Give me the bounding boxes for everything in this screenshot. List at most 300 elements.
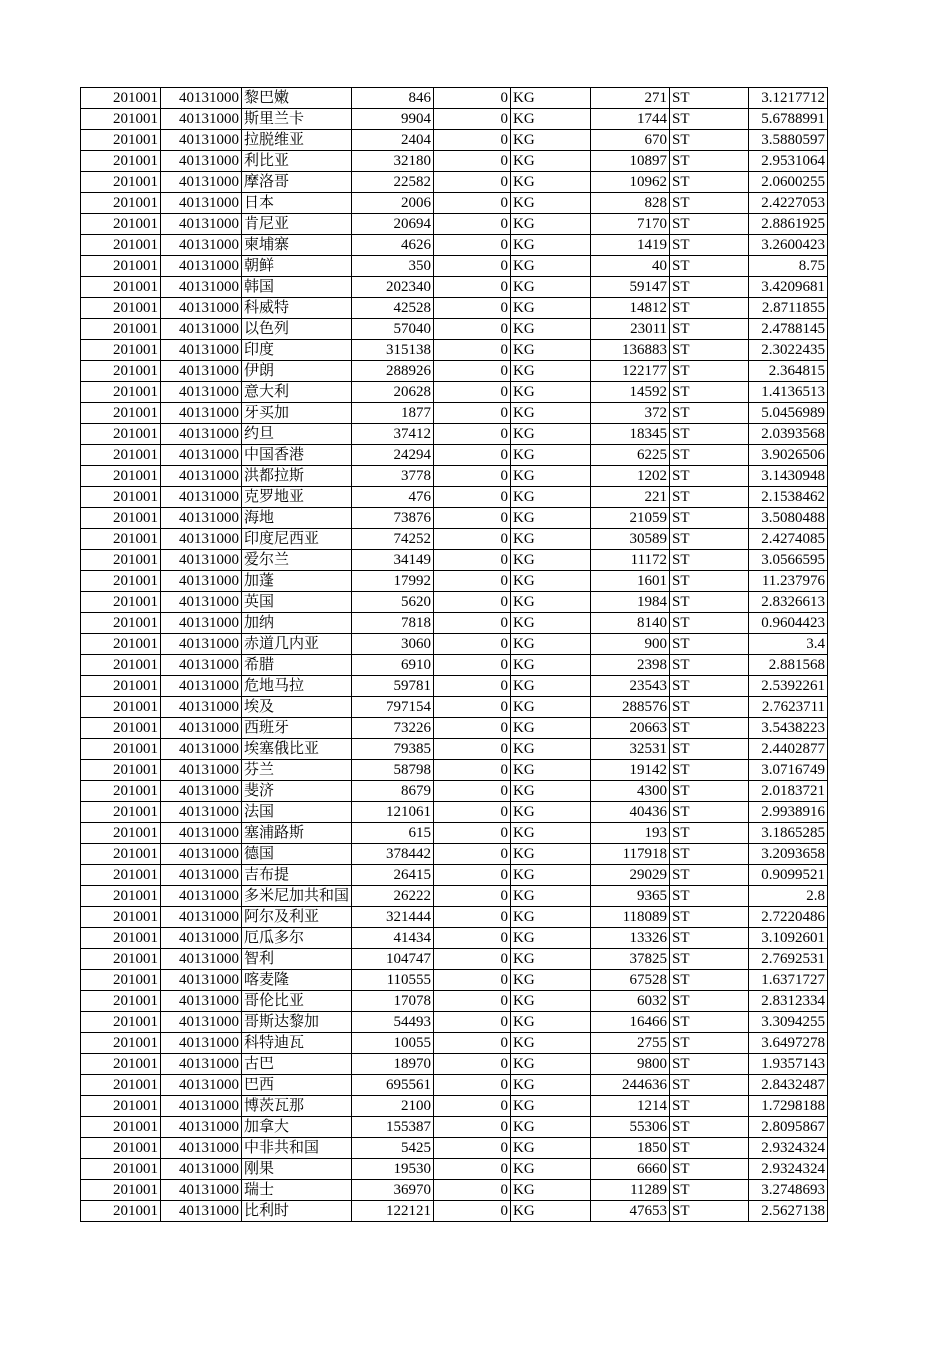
quantity-3-cell: 8140 bbox=[591, 613, 670, 634]
country-cell: 智利 bbox=[242, 949, 352, 970]
period-cell: 201001 bbox=[81, 1075, 161, 1096]
unit-2-cell: ST bbox=[670, 109, 749, 130]
quantity-2-cell: 0 bbox=[434, 256, 511, 277]
quantity-2-cell: 0 bbox=[434, 1138, 511, 1159]
period-cell: 201001 bbox=[81, 928, 161, 949]
ratio-cell: 1.4136513 bbox=[749, 382, 828, 403]
hs-code-cell: 40131000 bbox=[161, 424, 242, 445]
unit-2-cell: ST bbox=[670, 571, 749, 592]
table-row bbox=[81, 88, 828, 109]
table-row bbox=[81, 592, 828, 613]
quantity-2-cell: 0 bbox=[434, 193, 511, 214]
ratio-cell: 3.5438223 bbox=[749, 718, 828, 739]
hs-code-cell: 40131000 bbox=[161, 172, 242, 193]
hs-code-cell: 40131000 bbox=[161, 151, 242, 172]
quantity-3-cell: 244636 bbox=[591, 1075, 670, 1096]
unit-2-cell: ST bbox=[670, 550, 749, 571]
country-cell: 黎巴嫩 bbox=[242, 88, 352, 109]
unit-2-cell: ST bbox=[670, 655, 749, 676]
unit-1-cell: KG bbox=[511, 550, 591, 571]
quantity-1-cell: 2404 bbox=[352, 130, 434, 151]
table-row bbox=[81, 634, 828, 655]
unit-1-cell: KG bbox=[511, 88, 591, 109]
quantity-3-cell: 193 bbox=[591, 823, 670, 844]
period-cell: 201001 bbox=[81, 109, 161, 130]
quantity-3-cell: 23011 bbox=[591, 319, 670, 340]
unit-2-cell: ST bbox=[670, 1117, 749, 1138]
country-cell: 科特迪瓦 bbox=[242, 1033, 352, 1054]
country-cell: 埃塞俄比亚 bbox=[242, 739, 352, 760]
unit-2-cell: ST bbox=[670, 130, 749, 151]
unit-2-cell: ST bbox=[670, 487, 749, 508]
ratio-cell: 2.881568 bbox=[749, 655, 828, 676]
quantity-1-cell: 37412 bbox=[352, 424, 434, 445]
data-table bbox=[80, 87, 828, 1222]
table-row bbox=[81, 340, 828, 361]
hs-code-cell: 40131000 bbox=[161, 1054, 242, 1075]
country-cell: 德国 bbox=[242, 844, 352, 865]
period-cell: 201001 bbox=[81, 676, 161, 697]
hs-code-cell: 40131000 bbox=[161, 1201, 242, 1222]
unit-2-cell: ST bbox=[670, 634, 749, 655]
unit-2-cell: ST bbox=[670, 1096, 749, 1117]
hs-code-cell: 40131000 bbox=[161, 403, 242, 424]
country-cell: 加蓬 bbox=[242, 571, 352, 592]
quantity-3-cell: 6032 bbox=[591, 991, 670, 1012]
ratio-cell: 2.7692531 bbox=[749, 949, 828, 970]
country-cell: 西班牙 bbox=[242, 718, 352, 739]
unit-2-cell: ST bbox=[670, 424, 749, 445]
country-cell: 爱尔兰 bbox=[242, 550, 352, 571]
quantity-2-cell: 0 bbox=[434, 802, 511, 823]
period-cell: 201001 bbox=[81, 298, 161, 319]
table-row bbox=[81, 1138, 828, 1159]
quantity-3-cell: 117918 bbox=[591, 844, 670, 865]
ratio-cell: 2.0183721 bbox=[749, 781, 828, 802]
table-row bbox=[81, 235, 828, 256]
period-cell: 201001 bbox=[81, 508, 161, 529]
country-cell: 瑞士 bbox=[242, 1180, 352, 1201]
ratio-cell: 3.1092601 bbox=[749, 928, 828, 949]
unit-1-cell: KG bbox=[511, 1054, 591, 1075]
table-row bbox=[81, 1201, 828, 1222]
hs-code-cell: 40131000 bbox=[161, 319, 242, 340]
country-cell: 加拿大 bbox=[242, 1117, 352, 1138]
quantity-2-cell: 0 bbox=[434, 907, 511, 928]
unit-1-cell: KG bbox=[511, 277, 591, 298]
quantity-2-cell: 0 bbox=[434, 424, 511, 445]
unit-1-cell: KG bbox=[511, 886, 591, 907]
quantity-3-cell: 670 bbox=[591, 130, 670, 151]
quantity-3-cell: 47653 bbox=[591, 1201, 670, 1222]
quantity-1-cell: 122121 bbox=[352, 1201, 434, 1222]
ratio-cell: 2.8861925 bbox=[749, 214, 828, 235]
unit-1-cell: KG bbox=[511, 718, 591, 739]
ratio-cell: 2.9324324 bbox=[749, 1159, 828, 1180]
country-cell: 肯尼亚 bbox=[242, 214, 352, 235]
table-row bbox=[81, 1117, 828, 1138]
country-cell: 希腊 bbox=[242, 655, 352, 676]
ratio-cell: 3.4 bbox=[749, 634, 828, 655]
quantity-2-cell: 0 bbox=[434, 1075, 511, 1096]
country-cell: 吉布提 bbox=[242, 865, 352, 886]
hs-code-cell: 40131000 bbox=[161, 802, 242, 823]
quantity-3-cell: 67528 bbox=[591, 970, 670, 991]
country-cell: 摩洛哥 bbox=[242, 172, 352, 193]
ratio-cell: 0.9604423 bbox=[749, 613, 828, 634]
ratio-cell: 2.364815 bbox=[749, 361, 828, 382]
unit-2-cell: ST bbox=[670, 172, 749, 193]
ratio-cell: 3.3094255 bbox=[749, 1012, 828, 1033]
unit-1-cell: KG bbox=[511, 781, 591, 802]
table-row bbox=[81, 844, 828, 865]
ratio-cell: 2.9938916 bbox=[749, 802, 828, 823]
hs-code-cell: 40131000 bbox=[161, 1117, 242, 1138]
hs-code-cell: 40131000 bbox=[161, 865, 242, 886]
quantity-1-cell: 36970 bbox=[352, 1180, 434, 1201]
unit-2-cell: ST bbox=[670, 1054, 749, 1075]
unit-2-cell: ST bbox=[670, 1138, 749, 1159]
unit-1-cell: KG bbox=[511, 613, 591, 634]
table-row bbox=[81, 529, 828, 550]
quantity-2-cell: 0 bbox=[434, 1096, 511, 1117]
table-body bbox=[81, 88, 828, 1222]
quantity-2-cell: 0 bbox=[434, 340, 511, 361]
period-cell: 201001 bbox=[81, 1096, 161, 1117]
quantity-1-cell: 18970 bbox=[352, 1054, 434, 1075]
quantity-3-cell: 14592 bbox=[591, 382, 670, 403]
country-cell: 印度尼西亚 bbox=[242, 529, 352, 550]
hs-code-cell: 40131000 bbox=[161, 697, 242, 718]
period-cell: 201001 bbox=[81, 865, 161, 886]
ratio-cell: 2.9531064 bbox=[749, 151, 828, 172]
country-cell: 巴西 bbox=[242, 1075, 352, 1096]
ratio-cell: 2.4274085 bbox=[749, 529, 828, 550]
quantity-1-cell: 17078 bbox=[352, 991, 434, 1012]
ratio-cell: 3.5880597 bbox=[749, 130, 828, 151]
period-cell: 201001 bbox=[81, 529, 161, 550]
table-row bbox=[81, 256, 828, 277]
country-cell: 厄瓜多尔 bbox=[242, 928, 352, 949]
period-cell: 201001 bbox=[81, 550, 161, 571]
unit-2-cell: ST bbox=[670, 970, 749, 991]
period-cell: 201001 bbox=[81, 571, 161, 592]
period-cell: 201001 bbox=[81, 151, 161, 172]
table-row bbox=[81, 655, 828, 676]
unit-1-cell: KG bbox=[511, 571, 591, 592]
quantity-3-cell: 40436 bbox=[591, 802, 670, 823]
unit-2-cell: ST bbox=[670, 319, 749, 340]
quantity-1-cell: 57040 bbox=[352, 319, 434, 340]
table-row bbox=[81, 172, 828, 193]
unit-1-cell: KG bbox=[511, 1012, 591, 1033]
hs-code-cell: 40131000 bbox=[161, 277, 242, 298]
table-row bbox=[81, 991, 828, 1012]
country-cell: 英国 bbox=[242, 592, 352, 613]
quantity-1-cell: 7818 bbox=[352, 613, 434, 634]
unit-2-cell: ST bbox=[670, 1012, 749, 1033]
unit-1-cell: KG bbox=[511, 970, 591, 991]
ratio-cell: 5.0456989 bbox=[749, 403, 828, 424]
quantity-1-cell: 26415 bbox=[352, 865, 434, 886]
country-cell: 利比亚 bbox=[242, 151, 352, 172]
table-row bbox=[81, 298, 828, 319]
quantity-3-cell: 32531 bbox=[591, 739, 670, 760]
unit-2-cell: ST bbox=[670, 529, 749, 550]
quantity-3-cell: 900 bbox=[591, 634, 670, 655]
unit-1-cell: KG bbox=[511, 907, 591, 928]
quantity-1-cell: 4626 bbox=[352, 235, 434, 256]
unit-2-cell: ST bbox=[670, 214, 749, 235]
unit-1-cell: KG bbox=[511, 634, 591, 655]
period-cell: 201001 bbox=[81, 1054, 161, 1075]
quantity-3-cell: 9365 bbox=[591, 886, 670, 907]
quantity-3-cell: 221 bbox=[591, 487, 670, 508]
quantity-2-cell: 0 bbox=[434, 172, 511, 193]
quantity-2-cell: 0 bbox=[434, 361, 511, 382]
table-row bbox=[81, 613, 828, 634]
unit-2-cell: ST bbox=[670, 1180, 749, 1201]
quantity-2-cell: 0 bbox=[434, 949, 511, 970]
quantity-3-cell: 40 bbox=[591, 256, 670, 277]
unit-1-cell: KG bbox=[511, 1096, 591, 1117]
ratio-cell: 2.8095867 bbox=[749, 1117, 828, 1138]
period-cell: 201001 bbox=[81, 1012, 161, 1033]
unit-2-cell: ST bbox=[670, 1201, 749, 1222]
hs-code-cell: 40131000 bbox=[161, 109, 242, 130]
ratio-cell: 8.75 bbox=[749, 256, 828, 277]
ratio-cell: 3.2093658 bbox=[749, 844, 828, 865]
period-cell: 201001 bbox=[81, 487, 161, 508]
unit-1-cell: KG bbox=[511, 1138, 591, 1159]
unit-2-cell: ST bbox=[670, 613, 749, 634]
ratio-cell: 5.6788991 bbox=[749, 109, 828, 130]
ratio-cell: 2.5627138 bbox=[749, 1201, 828, 1222]
hs-code-cell: 40131000 bbox=[161, 760, 242, 781]
country-cell: 哥斯达黎加 bbox=[242, 1012, 352, 1033]
period-cell: 201001 bbox=[81, 1033, 161, 1054]
quantity-2-cell: 0 bbox=[434, 151, 511, 172]
quantity-1-cell: 26222 bbox=[352, 886, 434, 907]
quantity-2-cell: 0 bbox=[434, 1201, 511, 1222]
hs-code-cell: 40131000 bbox=[161, 634, 242, 655]
quantity-1-cell: 288926 bbox=[352, 361, 434, 382]
quantity-1-cell: 9904 bbox=[352, 109, 434, 130]
hs-code-cell: 40131000 bbox=[161, 1138, 242, 1159]
quantity-2-cell: 0 bbox=[434, 1180, 511, 1201]
unit-2-cell: ST bbox=[670, 382, 749, 403]
country-cell: 法国 bbox=[242, 802, 352, 823]
table-row bbox=[81, 928, 828, 949]
ratio-cell: 3.0716749 bbox=[749, 760, 828, 781]
hs-code-cell: 40131000 bbox=[161, 1159, 242, 1180]
quantity-1-cell: 73876 bbox=[352, 508, 434, 529]
table-row bbox=[81, 865, 828, 886]
hs-code-cell: 40131000 bbox=[161, 718, 242, 739]
quantity-1-cell: 22582 bbox=[352, 172, 434, 193]
quantity-3-cell: 29029 bbox=[591, 865, 670, 886]
unit-1-cell: KG bbox=[511, 172, 591, 193]
hs-code-cell: 40131000 bbox=[161, 508, 242, 529]
period-cell: 201001 bbox=[81, 991, 161, 1012]
quantity-3-cell: 10897 bbox=[591, 151, 670, 172]
hs-code-cell: 40131000 bbox=[161, 781, 242, 802]
quantity-1-cell: 1877 bbox=[352, 403, 434, 424]
unit-1-cell: KG bbox=[511, 445, 591, 466]
quantity-2-cell: 0 bbox=[434, 844, 511, 865]
hs-code-cell: 40131000 bbox=[161, 907, 242, 928]
unit-1-cell: KG bbox=[511, 529, 591, 550]
quantity-1-cell: 20694 bbox=[352, 214, 434, 235]
quantity-3-cell: 16466 bbox=[591, 1012, 670, 1033]
quantity-2-cell: 0 bbox=[434, 382, 511, 403]
hs-code-cell: 40131000 bbox=[161, 739, 242, 760]
unit-2-cell: ST bbox=[670, 991, 749, 1012]
period-cell: 201001 bbox=[81, 655, 161, 676]
hs-code-cell: 40131000 bbox=[161, 340, 242, 361]
quantity-1-cell: 42528 bbox=[352, 298, 434, 319]
table-row bbox=[81, 109, 828, 130]
unit-1-cell: KG bbox=[511, 424, 591, 445]
quantity-3-cell: 1984 bbox=[591, 592, 670, 613]
unit-2-cell: ST bbox=[670, 151, 749, 172]
unit-1-cell: KG bbox=[511, 508, 591, 529]
ratio-cell: 11.237976 bbox=[749, 571, 828, 592]
unit-1-cell: KG bbox=[511, 193, 591, 214]
country-cell: 中非共和国 bbox=[242, 1138, 352, 1159]
quantity-1-cell: 10055 bbox=[352, 1033, 434, 1054]
unit-1-cell: KG bbox=[511, 382, 591, 403]
unit-1-cell: KG bbox=[511, 1159, 591, 1180]
unit-1-cell: KG bbox=[511, 466, 591, 487]
hs-code-cell: 40131000 bbox=[161, 130, 242, 151]
quantity-3-cell: 10962 bbox=[591, 172, 670, 193]
unit-1-cell: KG bbox=[511, 928, 591, 949]
table-row bbox=[81, 214, 828, 235]
quantity-1-cell: 315138 bbox=[352, 340, 434, 361]
ratio-cell: 3.1865285 bbox=[749, 823, 828, 844]
period-cell: 201001 bbox=[81, 697, 161, 718]
period-cell: 201001 bbox=[81, 1201, 161, 1222]
unit-2-cell: ST bbox=[670, 193, 749, 214]
quantity-3-cell: 372 bbox=[591, 403, 670, 424]
ratio-cell: 2.9324324 bbox=[749, 1138, 828, 1159]
country-cell: 古巴 bbox=[242, 1054, 352, 1075]
ratio-cell: 3.6497278 bbox=[749, 1033, 828, 1054]
country-cell: 喀麦隆 bbox=[242, 970, 352, 991]
quantity-1-cell: 59781 bbox=[352, 676, 434, 697]
ratio-cell: 3.2600423 bbox=[749, 235, 828, 256]
quantity-2-cell: 0 bbox=[434, 739, 511, 760]
quantity-2-cell: 0 bbox=[434, 550, 511, 571]
hs-code-cell: 40131000 bbox=[161, 970, 242, 991]
country-cell: 柬埔寨 bbox=[242, 235, 352, 256]
ratio-cell: 0.9099521 bbox=[749, 865, 828, 886]
quantity-2-cell: 0 bbox=[434, 487, 511, 508]
period-cell: 201001 bbox=[81, 193, 161, 214]
quantity-2-cell: 0 bbox=[434, 319, 511, 340]
table-row bbox=[81, 151, 828, 172]
hs-code-cell: 40131000 bbox=[161, 676, 242, 697]
quantity-1-cell: 202340 bbox=[352, 277, 434, 298]
table-row bbox=[81, 970, 828, 991]
period-cell: 201001 bbox=[81, 340, 161, 361]
quantity-2-cell: 0 bbox=[434, 1159, 511, 1180]
period-cell: 201001 bbox=[81, 256, 161, 277]
hs-code-cell: 40131000 bbox=[161, 1012, 242, 1033]
quantity-1-cell: 615 bbox=[352, 823, 434, 844]
hs-code-cell: 40131000 bbox=[161, 235, 242, 256]
quantity-1-cell: 3060 bbox=[352, 634, 434, 655]
period-cell: 201001 bbox=[81, 88, 161, 109]
period-cell: 201001 bbox=[81, 382, 161, 403]
quantity-1-cell: 74252 bbox=[352, 529, 434, 550]
table-row bbox=[81, 823, 828, 844]
unit-2-cell: ST bbox=[670, 235, 749, 256]
country-cell: 加纳 bbox=[242, 613, 352, 634]
country-cell: 克罗地亚 bbox=[242, 487, 352, 508]
hs-code-cell: 40131000 bbox=[161, 949, 242, 970]
unit-2-cell: ST bbox=[670, 676, 749, 697]
table-row bbox=[81, 382, 828, 403]
period-cell: 201001 bbox=[81, 445, 161, 466]
quantity-1-cell: 378442 bbox=[352, 844, 434, 865]
quantity-2-cell: 0 bbox=[434, 277, 511, 298]
country-cell: 赤道几内亚 bbox=[242, 634, 352, 655]
quantity-3-cell: 118089 bbox=[591, 907, 670, 928]
ratio-cell: 3.0566595 bbox=[749, 550, 828, 571]
table-row bbox=[81, 760, 828, 781]
period-cell: 201001 bbox=[81, 1159, 161, 1180]
hs-code-cell: 40131000 bbox=[161, 487, 242, 508]
period-cell: 201001 bbox=[81, 970, 161, 991]
quantity-2-cell: 0 bbox=[434, 865, 511, 886]
unit-1-cell: KG bbox=[511, 109, 591, 130]
ratio-cell: 2.4227053 bbox=[749, 193, 828, 214]
table-row bbox=[81, 886, 828, 907]
country-cell: 韩国 bbox=[242, 277, 352, 298]
unit-2-cell: ST bbox=[670, 508, 749, 529]
hs-code-cell: 40131000 bbox=[161, 655, 242, 676]
country-cell: 伊朗 bbox=[242, 361, 352, 382]
unit-2-cell: ST bbox=[670, 823, 749, 844]
quantity-1-cell: 350 bbox=[352, 256, 434, 277]
period-cell: 201001 bbox=[81, 802, 161, 823]
country-cell: 约旦 bbox=[242, 424, 352, 445]
country-cell: 博茨瓦那 bbox=[242, 1096, 352, 1117]
quantity-1-cell: 695561 bbox=[352, 1075, 434, 1096]
unit-2-cell: ST bbox=[670, 1033, 749, 1054]
unit-1-cell: KG bbox=[511, 235, 591, 256]
ratio-cell: 2.8312334 bbox=[749, 991, 828, 1012]
period-cell: 201001 bbox=[81, 634, 161, 655]
quantity-3-cell: 1601 bbox=[591, 571, 670, 592]
table-row bbox=[81, 508, 828, 529]
quantity-3-cell: 21059 bbox=[591, 508, 670, 529]
quantity-3-cell: 30589 bbox=[591, 529, 670, 550]
quantity-3-cell: 1850 bbox=[591, 1138, 670, 1159]
quantity-3-cell: 828 bbox=[591, 193, 670, 214]
quantity-1-cell: 6910 bbox=[352, 655, 434, 676]
ratio-cell: 3.5080488 bbox=[749, 508, 828, 529]
unit-1-cell: KG bbox=[511, 214, 591, 235]
hs-code-cell: 40131000 bbox=[161, 529, 242, 550]
quantity-3-cell: 288576 bbox=[591, 697, 670, 718]
country-cell: 芬兰 bbox=[242, 760, 352, 781]
quantity-2-cell: 0 bbox=[434, 1033, 511, 1054]
unit-2-cell: ST bbox=[670, 886, 749, 907]
unit-1-cell: KG bbox=[511, 1201, 591, 1222]
